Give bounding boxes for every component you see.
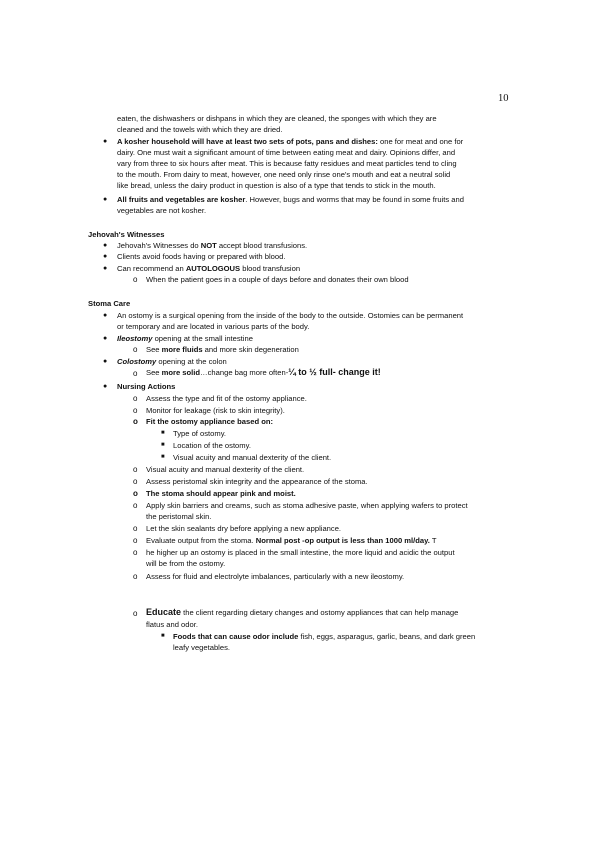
stoma-item-1-line-2: or temporary and are located in various parts of the body. xyxy=(117,322,310,331)
nursing-action-6: The stoma should appear pink and moist. xyxy=(146,489,296,498)
nursing-action-2: Monitor for leakage (risk to skin integrity). xyxy=(146,406,285,415)
kosher-continuation-line-1: eaten, the dishwashers or dishpans in which they are cleaned, the sponges with which they are xyxy=(117,114,437,123)
educate-item: Educate the client regarding dietary changes and ostomy appliances that can help manage xyxy=(146,607,459,617)
circle-bullet-icon: o xyxy=(133,275,138,284)
educate-item-line-2: flatus and odor. xyxy=(146,620,198,629)
kosher-item-1-line-3: vary from three to six hours after meat. This is because fatty residues and meat particles tend to cling xyxy=(117,159,457,168)
kosher-item-1-line-5: like bread, unless the dairy product in question is also of a type that tends to stick in the mouth. xyxy=(117,181,436,190)
nursing-action-9: Evaluate output from the stoma. Normal post -op output is less than 1000 ml/day. T xyxy=(146,536,437,545)
jw-item-2: Clients avoid foods having or prepared with blood. xyxy=(117,252,286,261)
circle-bullet-icon: o xyxy=(133,477,138,486)
kosher-item-2-line-2: vegetables are not kosher. xyxy=(117,206,207,215)
colostomy-item: Colostomy opening at the colon xyxy=(117,357,227,366)
ileostomy-sub: See more fluids and more skin degeneration xyxy=(146,345,299,354)
square-bullet-icon: ■ xyxy=(161,633,165,639)
square-bullet-icon: ■ xyxy=(161,454,165,460)
circle-bullet-icon: o xyxy=(133,501,138,510)
circle-bullet-icon: o xyxy=(133,417,138,426)
jw-item-1: Jehovah's Witnesses do NOT accept blood transfusions. xyxy=(117,241,308,250)
fit-criterion-1: Type of ostomy. xyxy=(173,429,227,438)
nursing-action-7-line-1: Apply skin barriers and creams, such as stoma adhesive paste, when applying wafers to protect xyxy=(146,501,468,510)
circle-bullet-icon: o xyxy=(133,572,138,581)
fit-criterion-2: Location of the ostomy. xyxy=(173,441,251,450)
jw-item-3: Can recommend an AUTOLOGOUS blood transfusion xyxy=(117,264,301,273)
odor-foods-item: Foods that can cause odor include fish, eggs, asparagus, garlic, beans, and dark green xyxy=(173,632,476,641)
odor-foods-item-line-2: leafy vegetables. xyxy=(173,643,230,652)
nursing-action-4: Visual acuity and manual dexterity of the client. xyxy=(146,465,305,474)
circle-bullet-icon: o xyxy=(133,524,138,533)
nursing-action-10-line-2: will be from the ostomy. xyxy=(146,559,226,568)
bullet-icon: ● xyxy=(103,383,108,390)
bullet-icon: ● xyxy=(103,253,108,260)
bullet-icon: ● xyxy=(103,312,108,319)
bullet-icon: ● xyxy=(103,242,108,249)
stoma-heading: Stoma Care xyxy=(88,299,131,308)
nursing-action-1: Assess the type and fit of the ostomy appliance. xyxy=(146,394,307,403)
square-bullet-icon: ■ xyxy=(161,430,165,436)
circle-bullet-icon: o xyxy=(133,394,138,403)
ileostomy-item: Ileostomy opening at the small intestine xyxy=(117,334,253,343)
bullet-icon: ● xyxy=(103,196,108,203)
stoma-item-1-line-1: An ostomy is a surgical opening from the inside of the body to the outside. Ostomies can be permanent xyxy=(117,311,464,320)
circle-bullet-icon: o xyxy=(133,369,138,378)
circle-bullet-icon: o xyxy=(133,489,138,498)
circle-bullet-icon: o xyxy=(133,345,138,354)
circle-bullet-icon: o xyxy=(133,465,138,474)
kosher-item-1-line-2: dairy. One must wait a significant amount of time between eating meat and dairy. Opinions differ, and xyxy=(117,148,456,157)
circle-bullet-icon: o xyxy=(133,536,138,545)
bullet-icon: ● xyxy=(103,265,108,272)
nursing-action-10-line-1: he higher up an ostomy is placed in the small intestine, the more liquid and acidic the output xyxy=(146,548,455,557)
nursing-action-8: Let the skin sealants dry before applying a new appliance. xyxy=(146,524,342,533)
jw-heading: Jehovah's Witnesses xyxy=(88,230,165,239)
circle-bullet-icon: o xyxy=(133,406,138,415)
page-number: 10 xyxy=(498,93,509,104)
square-bullet-icon: ■ xyxy=(161,442,165,448)
bullet-icon: ● xyxy=(103,335,108,342)
nursing-action-11: Assess for fluid and electrolyte imbalances, particularly with a new ileostomy. xyxy=(146,572,405,581)
circle-bullet-icon: o xyxy=(133,548,138,557)
circle-bullet-icon: o xyxy=(133,609,138,618)
nursing-actions-heading: Nursing Actions xyxy=(117,382,176,391)
bullet-icon: ● xyxy=(103,358,108,365)
colostomy-sub: See more solid…change bag more often-¼ to ½ full- change it! xyxy=(146,367,381,377)
nursing-action-3: Fit the ostomy appliance based on: xyxy=(146,417,274,426)
kosher-continuation-line-2: cleaned and the towels with which they are dried. xyxy=(117,125,283,134)
kosher-item-1: A kosher household will have at least two sets of pots, pans and dishes: one for meat and one for xyxy=(117,137,464,146)
jw-item-3-sub: When the patient goes in a couple of days before and donates their own blood xyxy=(146,275,409,284)
nursing-action-7-line-2: the peristomal skin. xyxy=(146,512,212,521)
kosher-item-2: All fruits and vegetables are kosher. However, bugs and worms that may be found in some fruits and xyxy=(117,195,464,204)
bullet-icon: ● xyxy=(103,138,108,145)
kosher-item-1-line-4: to the mouth. From dairy to meat, however, one need only rinse one's mouth and eat a neutral solid xyxy=(117,170,451,179)
fit-criterion-3: Visual acuity and manual dexterity of the client. xyxy=(173,453,332,462)
nursing-action-5: Assess peristomal skin integrity and the appearance of the stoma. xyxy=(146,477,368,486)
